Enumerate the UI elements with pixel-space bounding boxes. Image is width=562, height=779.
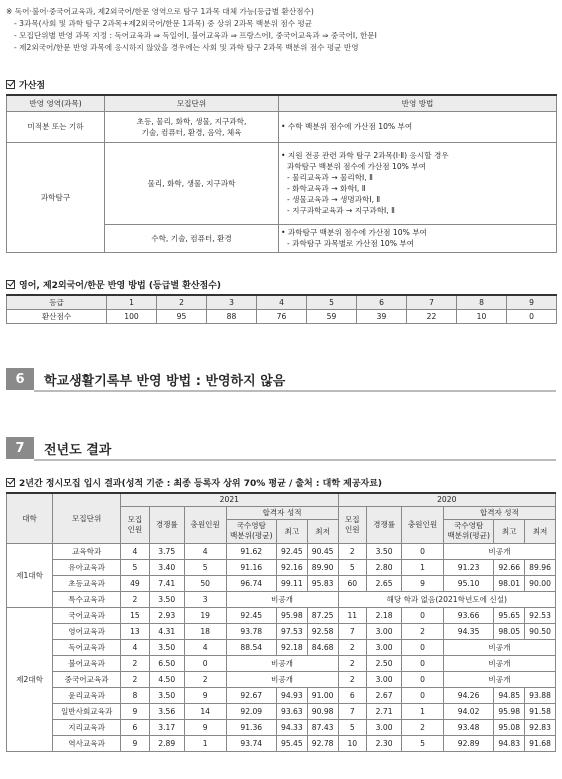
header-comp-2020: 경쟁률: [367, 506, 402, 543]
unit-name: 국어교육과: [53, 607, 121, 623]
note-line-4: - 제2외국어/한문 반영 과목에 응시하지 않았을 경우에는 사회 및 과학 탐구 2과목 백분위 점수 평균 반영: [14, 43, 359, 52]
grade-4: 4: [257, 295, 307, 309]
value-2020: 90.00: [525, 575, 556, 591]
score-9: 0: [507, 309, 557, 323]
value-2020: 98.05: [494, 623, 525, 639]
value-2020: 89.96: [525, 559, 556, 575]
grade-table: [6, 294, 557, 324]
value-2021: 14: [184, 703, 226, 719]
note-line-2: - 3과목(사회 및 과학 탐구 2과목+제2외국어/한문 1과목) 중 상위 2과목 백분위 점수 평균: [14, 19, 313, 28]
unit-name: 일반사회교육과: [53, 703, 121, 719]
value-2021: 1: [184, 735, 226, 751]
unit-name: 윤리교육과: [53, 687, 121, 703]
grade-1: 1: [107, 295, 157, 309]
value-2020: 0: [402, 671, 444, 687]
bonus-method-science-2: • 과학탐구 백분위 점수에 가산점 10% 부여 - 과학탐구 과목별로 가산점 10% 부여: [279, 224, 557, 252]
undisclosed-2021: 비공개: [226, 591, 338, 607]
value-2021: 99.11: [277, 575, 308, 591]
grade-rowlabel: 환산점수: [7, 309, 107, 323]
value-2021: 92.09: [226, 703, 276, 719]
value-2020: 11: [338, 607, 367, 623]
value-2020: 94.35: [443, 623, 493, 639]
grade-2: 2: [157, 295, 207, 309]
value-2020: 94.26: [443, 687, 493, 703]
value-2021: 93.78: [226, 623, 276, 639]
table-row: [7, 575, 556, 591]
value-2020: 94.02: [443, 703, 493, 719]
value-2021: 3.40: [149, 559, 184, 575]
bonus-section-title: [6, 78, 45, 91]
grade-8: 8: [457, 295, 507, 309]
table-row: [7, 591, 556, 607]
grade-7: 7: [407, 295, 457, 309]
value-2021: 92.45: [277, 543, 308, 559]
unit-name: 특수교육과: [53, 591, 121, 607]
bonus-units-science: 물리, 화학, 생물, 지구과학: [105, 142, 279, 224]
value-2021: 4: [121, 639, 150, 655]
value-2021: 93.63: [277, 703, 308, 719]
value-2021: 0: [184, 655, 226, 671]
undisclosed-2020: 비공개: [443, 671, 555, 687]
table-row: [7, 671, 556, 687]
value-2020: 95.08: [494, 719, 525, 735]
value-2021: 2: [184, 671, 226, 687]
value-2021: 3.56: [149, 703, 184, 719]
value-2020: 90.50: [525, 623, 556, 639]
checkbox-icon: [6, 280, 15, 289]
table-row: [7, 543, 556, 559]
value-2021: 2: [121, 671, 150, 687]
bonus-table: [6, 94, 557, 253]
value-2021: 95.45: [277, 735, 308, 751]
value-2021: 90.45: [307, 543, 338, 559]
value-2020: 94.83: [494, 735, 525, 751]
section-7-title: 전년도 결과: [44, 442, 112, 458]
bonus-method-science: • 지원 전공 관련 과학 탐구 2과목(Ⅰ·Ⅱ) 응시할 경우 과학탐구 백분위 점수에 가산점 10% 부여 - 물리교육과 → 물리학Ⅰ, Ⅱ - 화학교육과 → 화학Ⅰ, Ⅱ - 생물교육과 → 생명과학Ⅰ, Ⅱ - 지구과학교육과 → 지구과학Ⅰ, Ⅱ: [279, 142, 557, 224]
value-2021: 6.50: [149, 655, 184, 671]
value-2021: 92.18: [277, 639, 308, 655]
value-2021: 19: [184, 607, 226, 623]
score-1: 100: [107, 309, 157, 323]
value-2020: 2: [338, 543, 367, 559]
value-2021: 2.93: [149, 607, 184, 623]
table-row: [7, 607, 556, 623]
unit-name: 영어교육과: [53, 623, 121, 639]
value-2020: 0: [402, 639, 444, 655]
header-max-2021: 최고: [277, 519, 308, 543]
table-row: [7, 623, 556, 639]
header-avg-2021: 국수영탐 백분위(평균): [226, 519, 276, 543]
value-2020: 0: [402, 687, 444, 703]
value-2020: 6: [338, 687, 367, 703]
value-2021: 7.41: [149, 575, 184, 591]
value-2020: 1: [402, 559, 444, 575]
value-2020: 3.50: [367, 543, 402, 559]
value-2020: 92.53: [525, 607, 556, 623]
grade-section-title: [6, 278, 221, 291]
unit-name: 불어교육과: [53, 655, 121, 671]
value-2021: 87.25: [307, 607, 338, 623]
value-2020: 2: [402, 623, 444, 639]
header-score-2020: 합격자 성적: [443, 506, 555, 519]
value-2021: 94.33: [277, 719, 308, 735]
value-2021: 91.36: [226, 719, 276, 735]
value-2021: 9: [121, 703, 150, 719]
grade-head: 등급: [7, 295, 107, 309]
results-table: [6, 492, 556, 752]
value-2020: 7: [338, 623, 367, 639]
value-2021: 91.62: [226, 543, 276, 559]
results-header-unit: 모집단위: [53, 493, 121, 543]
value-2020: 2: [338, 639, 367, 655]
bonus-title-text: 가산점: [19, 81, 46, 91]
value-2021: 15: [121, 607, 150, 623]
score-5: 59: [307, 309, 357, 323]
value-2020: 1: [402, 703, 444, 719]
value-2020: 2: [402, 719, 444, 735]
score-6: 39: [357, 309, 407, 323]
value-2020: 60: [338, 575, 367, 591]
header-min-2021: 최저: [307, 519, 338, 543]
header-score-2021: 합격자 성적: [226, 506, 338, 519]
table-row: [7, 703, 556, 719]
value-2021: 91.16: [226, 559, 276, 575]
value-2021: 18: [184, 623, 226, 639]
value-2020: 91.58: [525, 703, 556, 719]
table-row: [7, 735, 556, 751]
section-6-number: 6: [6, 368, 34, 390]
value-2021: 84.68: [307, 639, 338, 655]
score-4: 76: [257, 309, 307, 323]
value-2021: 87.43: [307, 719, 338, 735]
value-2021: 3.50: [149, 591, 184, 607]
bonus-area-math: 미적분 또는 기하: [7, 111, 105, 142]
bonus-header-area: 반영 영역(과목): [7, 95, 105, 111]
univ-label-2: 제2대학: [7, 607, 53, 751]
table-row: [7, 687, 556, 703]
table-row: [7, 639, 556, 655]
undisclosed-2020: 비공개: [443, 639, 555, 655]
unit-name: 초등교육과: [53, 575, 121, 591]
undisclosed-2021: 비공개: [226, 671, 338, 687]
value-2021: 13: [121, 623, 150, 639]
results-header-2021: 2021: [121, 493, 338, 506]
value-2020: 2: [338, 671, 367, 687]
score-2: 95: [157, 309, 207, 323]
value-2021: 9: [184, 687, 226, 703]
header-min-2020: 최저: [525, 519, 556, 543]
score-3: 88: [207, 309, 257, 323]
unit-name: 독어교육과: [53, 639, 121, 655]
header-extra-2021: 충원인원: [184, 506, 226, 543]
value-2021: 95.98: [277, 607, 308, 623]
value-2021: 3.75: [149, 543, 184, 559]
value-2020: 10: [338, 735, 367, 751]
value-2020: 3.00: [367, 719, 402, 735]
bonus-header-method: 반영 방법: [279, 95, 557, 111]
value-2021: 92.16: [277, 559, 308, 575]
value-2021: 93.74: [226, 735, 276, 751]
value-2021: 9: [121, 735, 150, 751]
value-2020: 0: [402, 607, 444, 623]
value-2021: 5: [121, 559, 150, 575]
grade-5: 5: [307, 295, 357, 309]
bonus-method-math: • 수학 백분위 점수에 가산점 10% 부여: [279, 111, 557, 142]
section-7-underline: [34, 459, 556, 461]
table-row: [7, 719, 556, 735]
value-2020: 2.50: [367, 655, 402, 671]
grade-title-text: 영어, 제2외국어/한문 반영 방법 (등급별 환산점수): [19, 281, 222, 291]
results-header-univ: 대학: [7, 493, 53, 543]
score-7: 22: [407, 309, 457, 323]
value-2020: 5: [338, 559, 367, 575]
value-2021: 92.58: [307, 623, 338, 639]
value-2020: 7: [338, 703, 367, 719]
value-2020: 0: [402, 655, 444, 671]
value-2020: 93.66: [443, 607, 493, 623]
bonus-units-math: 초등, 물리, 화학, 생물, 지구과학, 기술, 컴퓨터, 환경, 음악, 체육: [105, 111, 279, 142]
value-2021: 4.31: [149, 623, 184, 639]
value-2021: 5: [184, 559, 226, 575]
value-2021: 2: [121, 591, 150, 607]
unit-name: 교육학과: [53, 543, 121, 559]
value-2020: 94.85: [494, 687, 525, 703]
value-2020: 2.80: [367, 559, 402, 575]
value-2021: 6: [121, 719, 150, 735]
value-2020: 92.66: [494, 559, 525, 575]
value-2020: 2: [338, 655, 367, 671]
results-section-title: [6, 476, 382, 489]
value-2020: 2.65: [367, 575, 402, 591]
value-2021: 4: [184, 639, 226, 655]
value-2021: 97.53: [277, 623, 308, 639]
value-2021: 2: [121, 655, 150, 671]
header-extra-2020: 충원인원: [402, 506, 444, 543]
unit-name: 역사교육과: [53, 735, 121, 751]
value-2020: 95.10: [443, 575, 493, 591]
unit-name: 중국어교육과: [53, 671, 121, 687]
unit-name: 유아교육과: [53, 559, 121, 575]
value-2021: 2.89: [149, 735, 184, 751]
unit-name: 지리교육과: [53, 719, 121, 735]
value-2021: 4: [184, 543, 226, 559]
value-2020: 3.00: [367, 639, 402, 655]
section-6-heading: [6, 368, 556, 390]
value-2020: 2.67: [367, 687, 402, 703]
value-2021: 4.50: [149, 671, 184, 687]
value-2021: 91.00: [307, 687, 338, 703]
value-2020: 5: [338, 719, 367, 735]
value-2021: 3.50: [149, 687, 184, 703]
value-2021: 92.45: [226, 607, 276, 623]
value-2021: 9: [184, 719, 226, 735]
value-2020: 91.68: [525, 735, 556, 751]
value-2021: 4: [121, 543, 150, 559]
value-2021: 3.17: [149, 719, 184, 735]
checkbox-icon: [6, 478, 15, 487]
header-avg-2020: 국수영탐 백분위(평균): [443, 519, 493, 543]
value-2021: 89.90: [307, 559, 338, 575]
grade-3: 3: [207, 295, 257, 309]
section-6-title: 학교생활기록부 반영 방법 : 반영하지 않음: [44, 373, 286, 389]
header-recruit-2020: 모집 인원: [338, 506, 367, 543]
value-2020: 0: [402, 543, 444, 559]
value-2021: 3.50: [149, 639, 184, 655]
value-2021: 90.98: [307, 703, 338, 719]
header-comp-2021: 경쟁률: [149, 506, 184, 543]
value-2020: 93.48: [443, 719, 493, 735]
value-2021: 92.67: [226, 687, 276, 703]
bonus-units-science-2: 수학, 기술, 컴퓨터, 환경: [105, 224, 279, 252]
value-2020: 2.18: [367, 607, 402, 623]
table-row: [7, 655, 556, 671]
header-max-2020: 최고: [494, 519, 525, 543]
note-2020: 해당 학과 없음(2021학년도에 신설): [338, 591, 555, 607]
checkbox-icon: [6, 80, 15, 89]
section-7-number: 7: [6, 437, 34, 459]
section-6-underline: [34, 390, 556, 392]
value-2020: 3.00: [367, 671, 402, 687]
value-2021: 8: [121, 687, 150, 703]
value-2020: 95.98: [494, 703, 525, 719]
header-recruit-2021: 모집 인원: [121, 506, 150, 543]
value-2021: 88.54: [226, 639, 276, 655]
value-2020: 2.30: [367, 735, 402, 751]
undisclosed-2021: 비공개: [226, 655, 338, 671]
value-2021: 3: [184, 591, 226, 607]
value-2020: 95.65: [494, 607, 525, 623]
grade-6: 6: [357, 295, 407, 309]
value-2020: 91.23: [443, 559, 493, 575]
value-2021: 94.93: [277, 687, 308, 703]
bonus-header-unit: 모집단위: [105, 95, 279, 111]
value-2020: 5: [402, 735, 444, 751]
grade-9: 9: [507, 295, 557, 309]
value-2020: 9: [402, 575, 444, 591]
undisclosed-2020: 비공개: [443, 655, 555, 671]
value-2020: 92.83: [525, 719, 556, 735]
table-row: [7, 559, 556, 575]
value-2020: 92.89: [443, 735, 493, 751]
note-line-3: - 모집단위별 반영 과목 지정 : 독어교육과 ⇒ 독일어Ⅰ, 불어교육과 ⇒ 프랑스어Ⅰ, 중국어교육과 ⇒ 중국어Ⅰ, 한문Ⅰ: [14, 31, 377, 40]
score-8: 10: [457, 309, 507, 323]
undisclosed-2020: 비공개: [443, 543, 555, 559]
results-title-text: 2년간 정시모집 입시 결과(성적 기준 : 최종 등록자 상위 70% 평균 / 출처 : 대학 제공자료): [19, 479, 383, 489]
results-header-2020: 2020: [338, 493, 555, 506]
value-2021: 96.74: [226, 575, 276, 591]
value-2021: 95.83: [307, 575, 338, 591]
value-2021: 50: [184, 575, 226, 591]
bonus-area-science: 과학탐구: [7, 142, 105, 252]
value-2021: 49: [121, 575, 150, 591]
value-2020: 2.71: [367, 703, 402, 719]
note-line-1: ※ 독어·불어·중국어교육과, 제2외국어/한문 영역으로 탐구 1과목 대체 가능(등급별 환산점수): [6, 7, 314, 16]
univ-label-1: 제1대학: [7, 543, 53, 607]
value-2020: 3.00: [367, 623, 402, 639]
section-7-heading: [6, 437, 556, 459]
value-2020: 93.88: [525, 687, 556, 703]
value-2020: 98.01: [494, 575, 525, 591]
value-2021: 92.78: [307, 735, 338, 751]
